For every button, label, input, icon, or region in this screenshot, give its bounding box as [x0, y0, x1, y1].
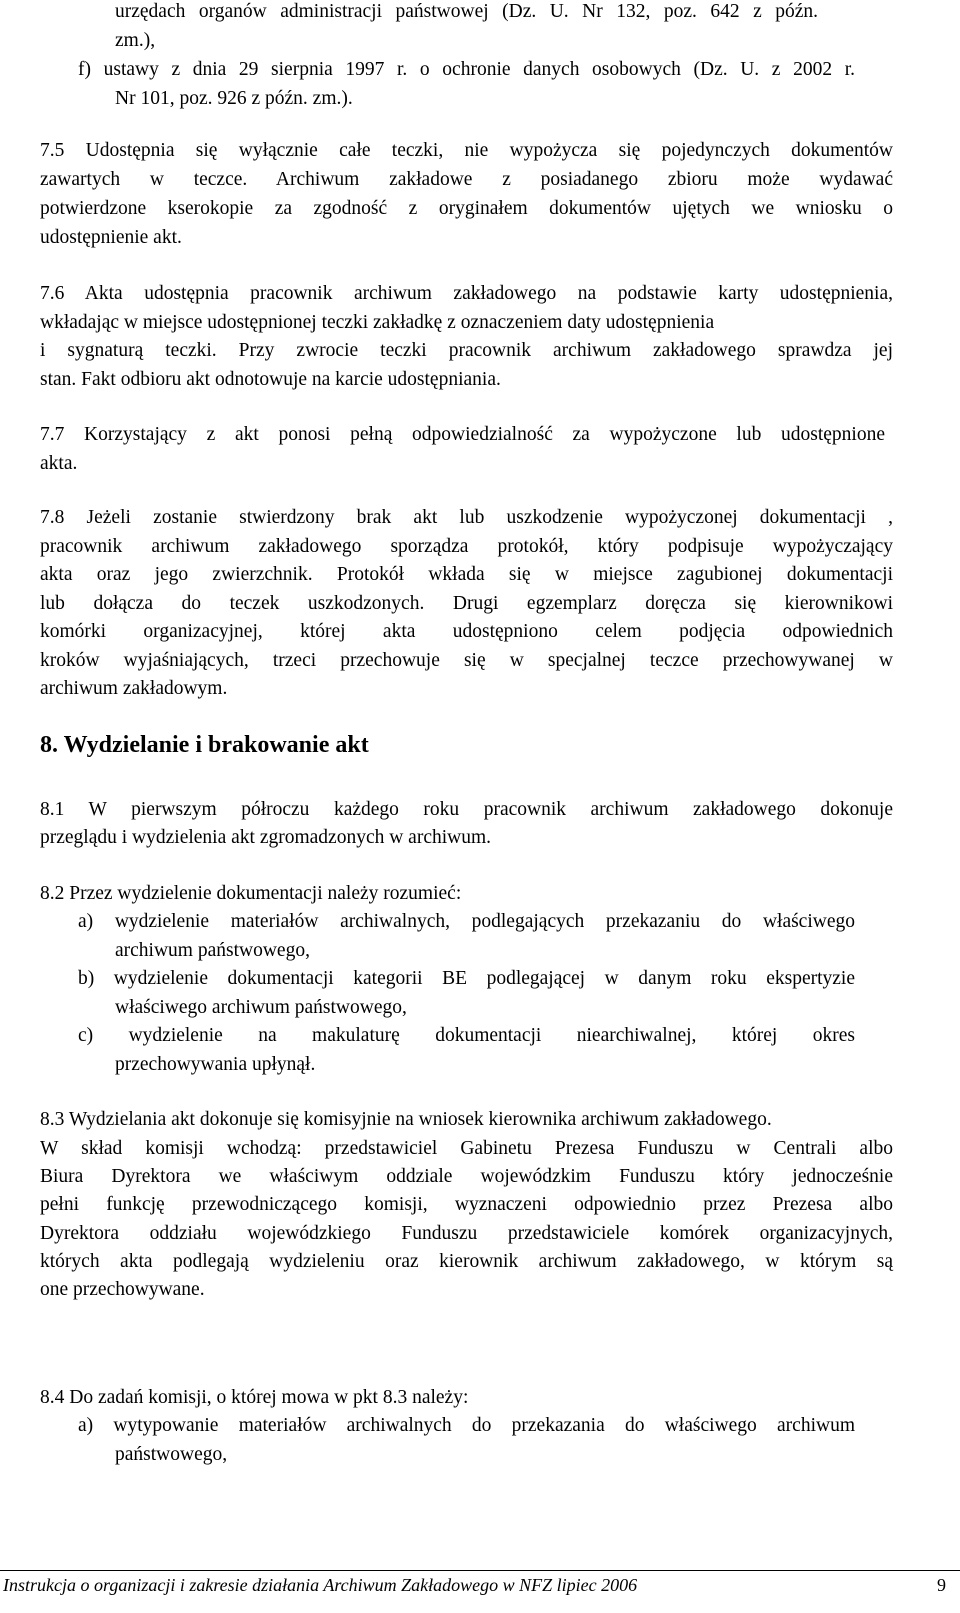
- text-line: 7.5 Udostępnia się wyłącznie całe teczki, nie wypożycza się pojedynczych dokumentów: [40, 140, 893, 161]
- text-line: których akta podlegają wydzieleniu oraz kierownik archiwum zakładowego, w którym są: [40, 1251, 893, 1272]
- text-line: a) wytypowanie materiałów archiwalnych do przekazania do właściwego archiwum: [78, 1415, 855, 1436]
- text-line: b) wydzielenie dokumentacji kategorii BE podlegającej w danym roku ekspertyzie: [78, 968, 855, 989]
- text-line: zawartych w teczce. Archiwum zakładowe z posiadanego zbioru może wydawać: [40, 169, 893, 190]
- text-line: 8.1 W pierwszym półroczu każdego roku pracownik archiwum zakładowego dokonuje: [40, 799, 893, 820]
- text-line: kroków wyjaśniających, trzeci przechowuje się w specjalnej teczce przechowywanej w: [40, 650, 893, 671]
- text-line: archiwum zakładowym.: [40, 678, 228, 699]
- text-line: pracownik archiwum zakładowego sporządza protokół, który podpisuje wypożyczający: [40, 536, 893, 557]
- text-line: potwierdzone kserokopie za zgodność z oryginałem dokumentów ujętych we wniosku o: [40, 198, 893, 219]
- text-line: Nr 101, poz. 926 z późn. zm.).: [115, 88, 353, 109]
- text-line: zm.),: [115, 30, 156, 51]
- footer-divider: [0, 1570, 960, 1571]
- text-line: wkładając w miejsce udostępnionej teczki zakładkę z oznaczeniem daty udostępnienia: [40, 312, 715, 333]
- text-line: akta.: [40, 453, 78, 474]
- text-line: one przechowywane.: [40, 1279, 205, 1300]
- text-line: f) ustawy z dnia 29 sierpnia 1997 r. o ochronie danych osobowych (Dz. U. z 2002 r.: [78, 59, 855, 80]
- text-line: 8.3 Wydzielania akt dokonuje się komisyjnie na wniosek kierownika archiwum zakładowego.: [40, 1109, 772, 1130]
- text-line: właściwego archiwum państwowego,: [115, 997, 407, 1018]
- text-line: i sygnaturą teczki. Przy zwrocie teczki pracownik archiwum zakładowego sprawdza jej: [40, 340, 893, 361]
- text-line: 7.8 Jeżeli zostanie stwierdzony brak akt lub uszkodzenie wypożyczonej dokumentacji ,: [40, 507, 893, 528]
- text-line: Biura Dyrektora we właściwym oddziale wojewódzkim Funduszu który jednocześnie: [40, 1166, 893, 1187]
- page-number: 9: [937, 1575, 946, 1595]
- text-line: W skład komisji wchodzą: przedstawiciel Gabinetu Prezesa Funduszu w Centrali albo: [40, 1138, 893, 1159]
- text-line: udostępnienie akt.: [40, 227, 182, 248]
- text-line: Dyrektora oddziału wojewódzkiego Funduszu przedstawiciele komórek organizacyjnych,: [40, 1223, 893, 1244]
- text-line: przechowywania upłynął.: [115, 1054, 316, 1075]
- text-line: a) wydzielenie materiałów archiwalnych, podlegających przekazaniu do właściwego: [78, 911, 855, 932]
- text-line: stan. Fakt odbioru akt odnotowuje na karcie udostępniania.: [40, 369, 501, 390]
- text-line: przeglądu i wydzielenia akt zgromadzonych w archiwum.: [40, 827, 492, 848]
- text-line: akta oraz jego zwierzchnik. Protokół wkłada się w miejsce zagubionej dokumentacji: [40, 564, 893, 585]
- text-line: c) wydzielenie na makulaturę dokumentacji niearchiwalnej, której okres: [78, 1025, 855, 1046]
- text-line: komórki organizacyjnej, której akta udostępniono celem podjęcia odpowiednich: [40, 621, 893, 642]
- text-line: archiwum państwowego,: [115, 940, 310, 961]
- text-line: państwowego,: [115, 1444, 228, 1465]
- text-line: urzędach organów administracji państwowej (Dz. U. Nr 132, poz. 642 z późn.: [115, 1, 818, 22]
- text-line: 7.6 Akta udostępnia pracownik archiwum zakładowego na podstawie karty udostępnienia,: [40, 283, 893, 304]
- text-line: 8.2 Przez wydzielenie dokumentacji należy rozumieć:: [40, 883, 462, 904]
- text-line: 7.7 Korzystający z akt ponosi pełną odpowiedzialność za wypożyczone lub udostępnione: [40, 424, 885, 445]
- section-heading: 8. Wydzielanie i brakowanie akt: [40, 732, 369, 758]
- text-line: 8.4 Do zadań komisji, o której mowa w pkt 8.3 należy:: [40, 1387, 469, 1408]
- text-line: pełni funkcję przewodniczącego komisji, wyznaczeni odpowiednio przez Prezesa albo: [40, 1194, 893, 1215]
- text-line: lub dołącza do teczek uszkodzonych. Drugi egzemplarz doręcza się kierownikowi: [40, 593, 893, 614]
- footer-text: Instrukcja o organizacji i zakresie działania Archiwum Zakładowego w NFZ lipiec 2006: [3, 1575, 638, 1595]
